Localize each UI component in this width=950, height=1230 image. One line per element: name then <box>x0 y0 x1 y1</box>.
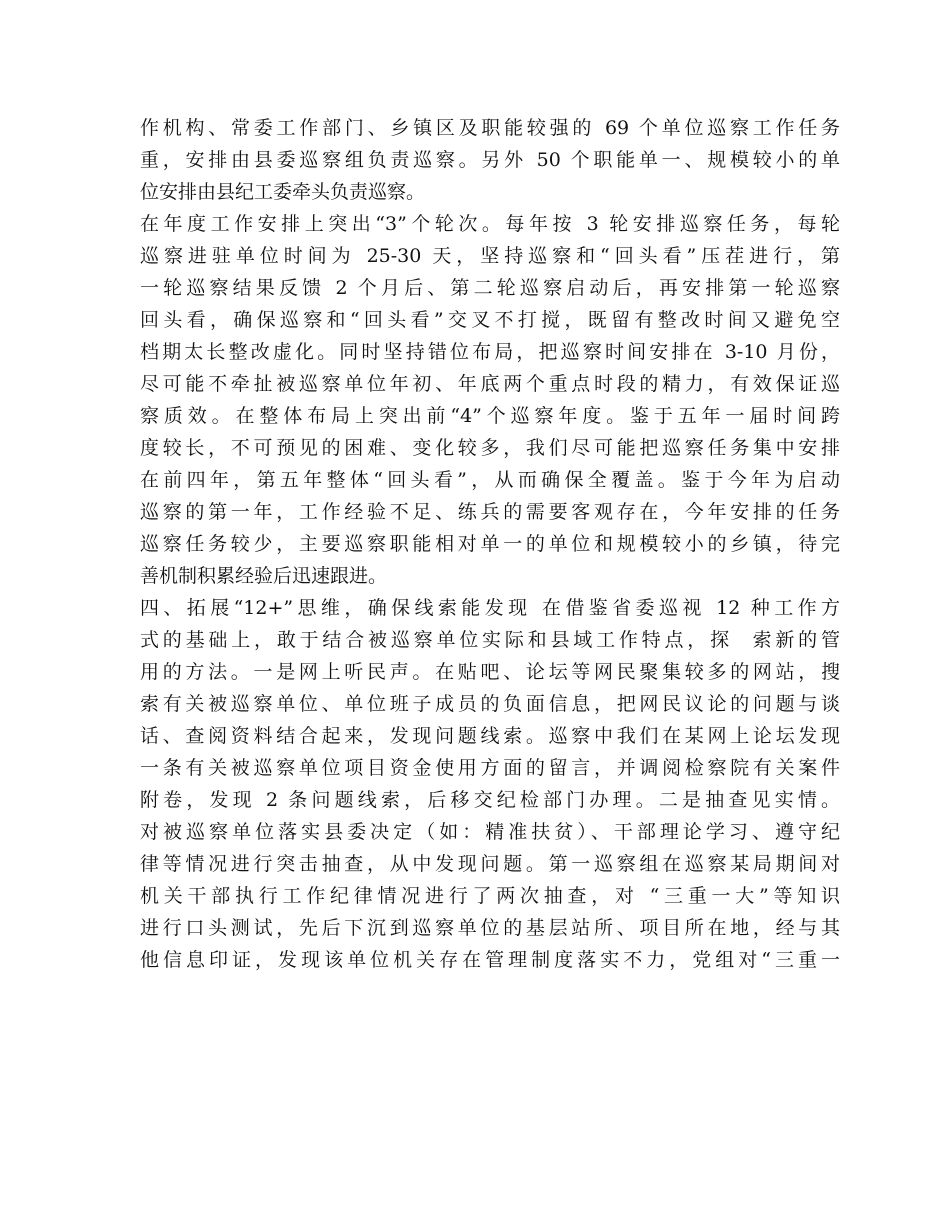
text-line: 度较长，不可预见的困难、变化较多，我们尽可能把巡察任务集中安排 <box>140 437 840 459</box>
text-line: 在前四年，第五年整体“回头看”，从而确保全覆盖。鉴于今年为启动 <box>140 469 840 491</box>
text-line: 作机构、常委工作部门、乡镇区及职能较强的 69 个单位巡察工作任务 <box>140 117 840 139</box>
text-line: 附卷，发现 2 条问题线索，后移交纪检部门办理。二是抽查见实情。 <box>140 789 840 811</box>
text-line: 他信息印证，发现该单位机关存在管理制度落实不力，党组对“三重一 <box>140 949 840 971</box>
text-line: 话、查阅资料结合起来，发现问题线索。巡察中我们在某网上论坛发现 <box>140 725 840 747</box>
text-line: 对被巡察单位落实县委决定（如：精准扶贫）、干部理论学习、遵守纪 <box>140 821 840 843</box>
text-line: 用的方法。一是网上听民声。在贴吧、论坛等网民聚集较多的网站，搜 <box>140 661 840 683</box>
text-line: 巡察任务较少，主要巡察职能相对单一的单位和规模较小的乡镇，待完 <box>140 533 840 555</box>
text-line: 一轮巡察结果反馈 2 个月后、第二轮巡察启动后，再安排第一轮巡察 <box>140 277 840 299</box>
text-line: 一条有关被巡察单位项目资金使用方面的留言，并调阅检察院有关案件 <box>140 757 840 779</box>
text-line: 索有关被巡察单位、单位班子成员的负面信息，把网民议论的问题与谈 <box>140 693 840 715</box>
text-line: 四、拓展“12+”思维，确保线索能发现 在借鉴省委巡视 12 种工作方 <box>140 597 840 619</box>
text-line: 重，安排由县委巡察组负责巡察。另外 50 个职能单一、规模较小的单 <box>140 149 840 171</box>
text-line: 尽可能不牵扯被巡察单位年初、年底两个重点时段的精力，有效保证巡 <box>140 373 840 395</box>
text-line: 进行口头测试，先后下沉到巡察单位的基层站所、项目所在地，经与其 <box>140 917 840 939</box>
text-line: 善机制积累经验后迅速跟进。 <box>140 565 388 587</box>
text-line: 档期太长整改虚化。同时坚持错位布局，把巡察时间安排在 3-10 月份， <box>140 341 840 363</box>
text-line: 察质效。在整体布局上突出前“4”个巡察年度。鉴于五年一届时间跨 <box>140 405 840 427</box>
text-line: 巡察进驻单位时间为 25-30 天，坚持巡察和“回头看”压茬进行，第 <box>140 245 840 267</box>
text-line: 式的基础上，敢于结合被巡察单位实际和县域工作特点，探 索新的管 <box>140 629 840 651</box>
text-line: 巡察的第一年，工作经验不足、练兵的需要客观存在，今年安排的任务 <box>140 501 840 523</box>
body-text <box>140 112 840 976</box>
text-line: 律等情况进行突击抽查，从中发现问题。第一巡察组在巡察某局期间对 <box>140 853 840 875</box>
text-line: 位安排由县纪工委牵头负责巡察。 <box>140 181 426 203</box>
text-line: 回头看，确保巡察和“回头看”交叉不打搅，既留有整改时间又避免空 <box>140 309 840 331</box>
text-line: 机关干部执行工作纪律情况进行了两次抽查，对 “三重一大”等知识 <box>140 885 840 907</box>
text-line: 在年度工作安排上突出“3”个轮次。每年按 3 轮安排巡察任务，每轮 <box>140 213 840 235</box>
